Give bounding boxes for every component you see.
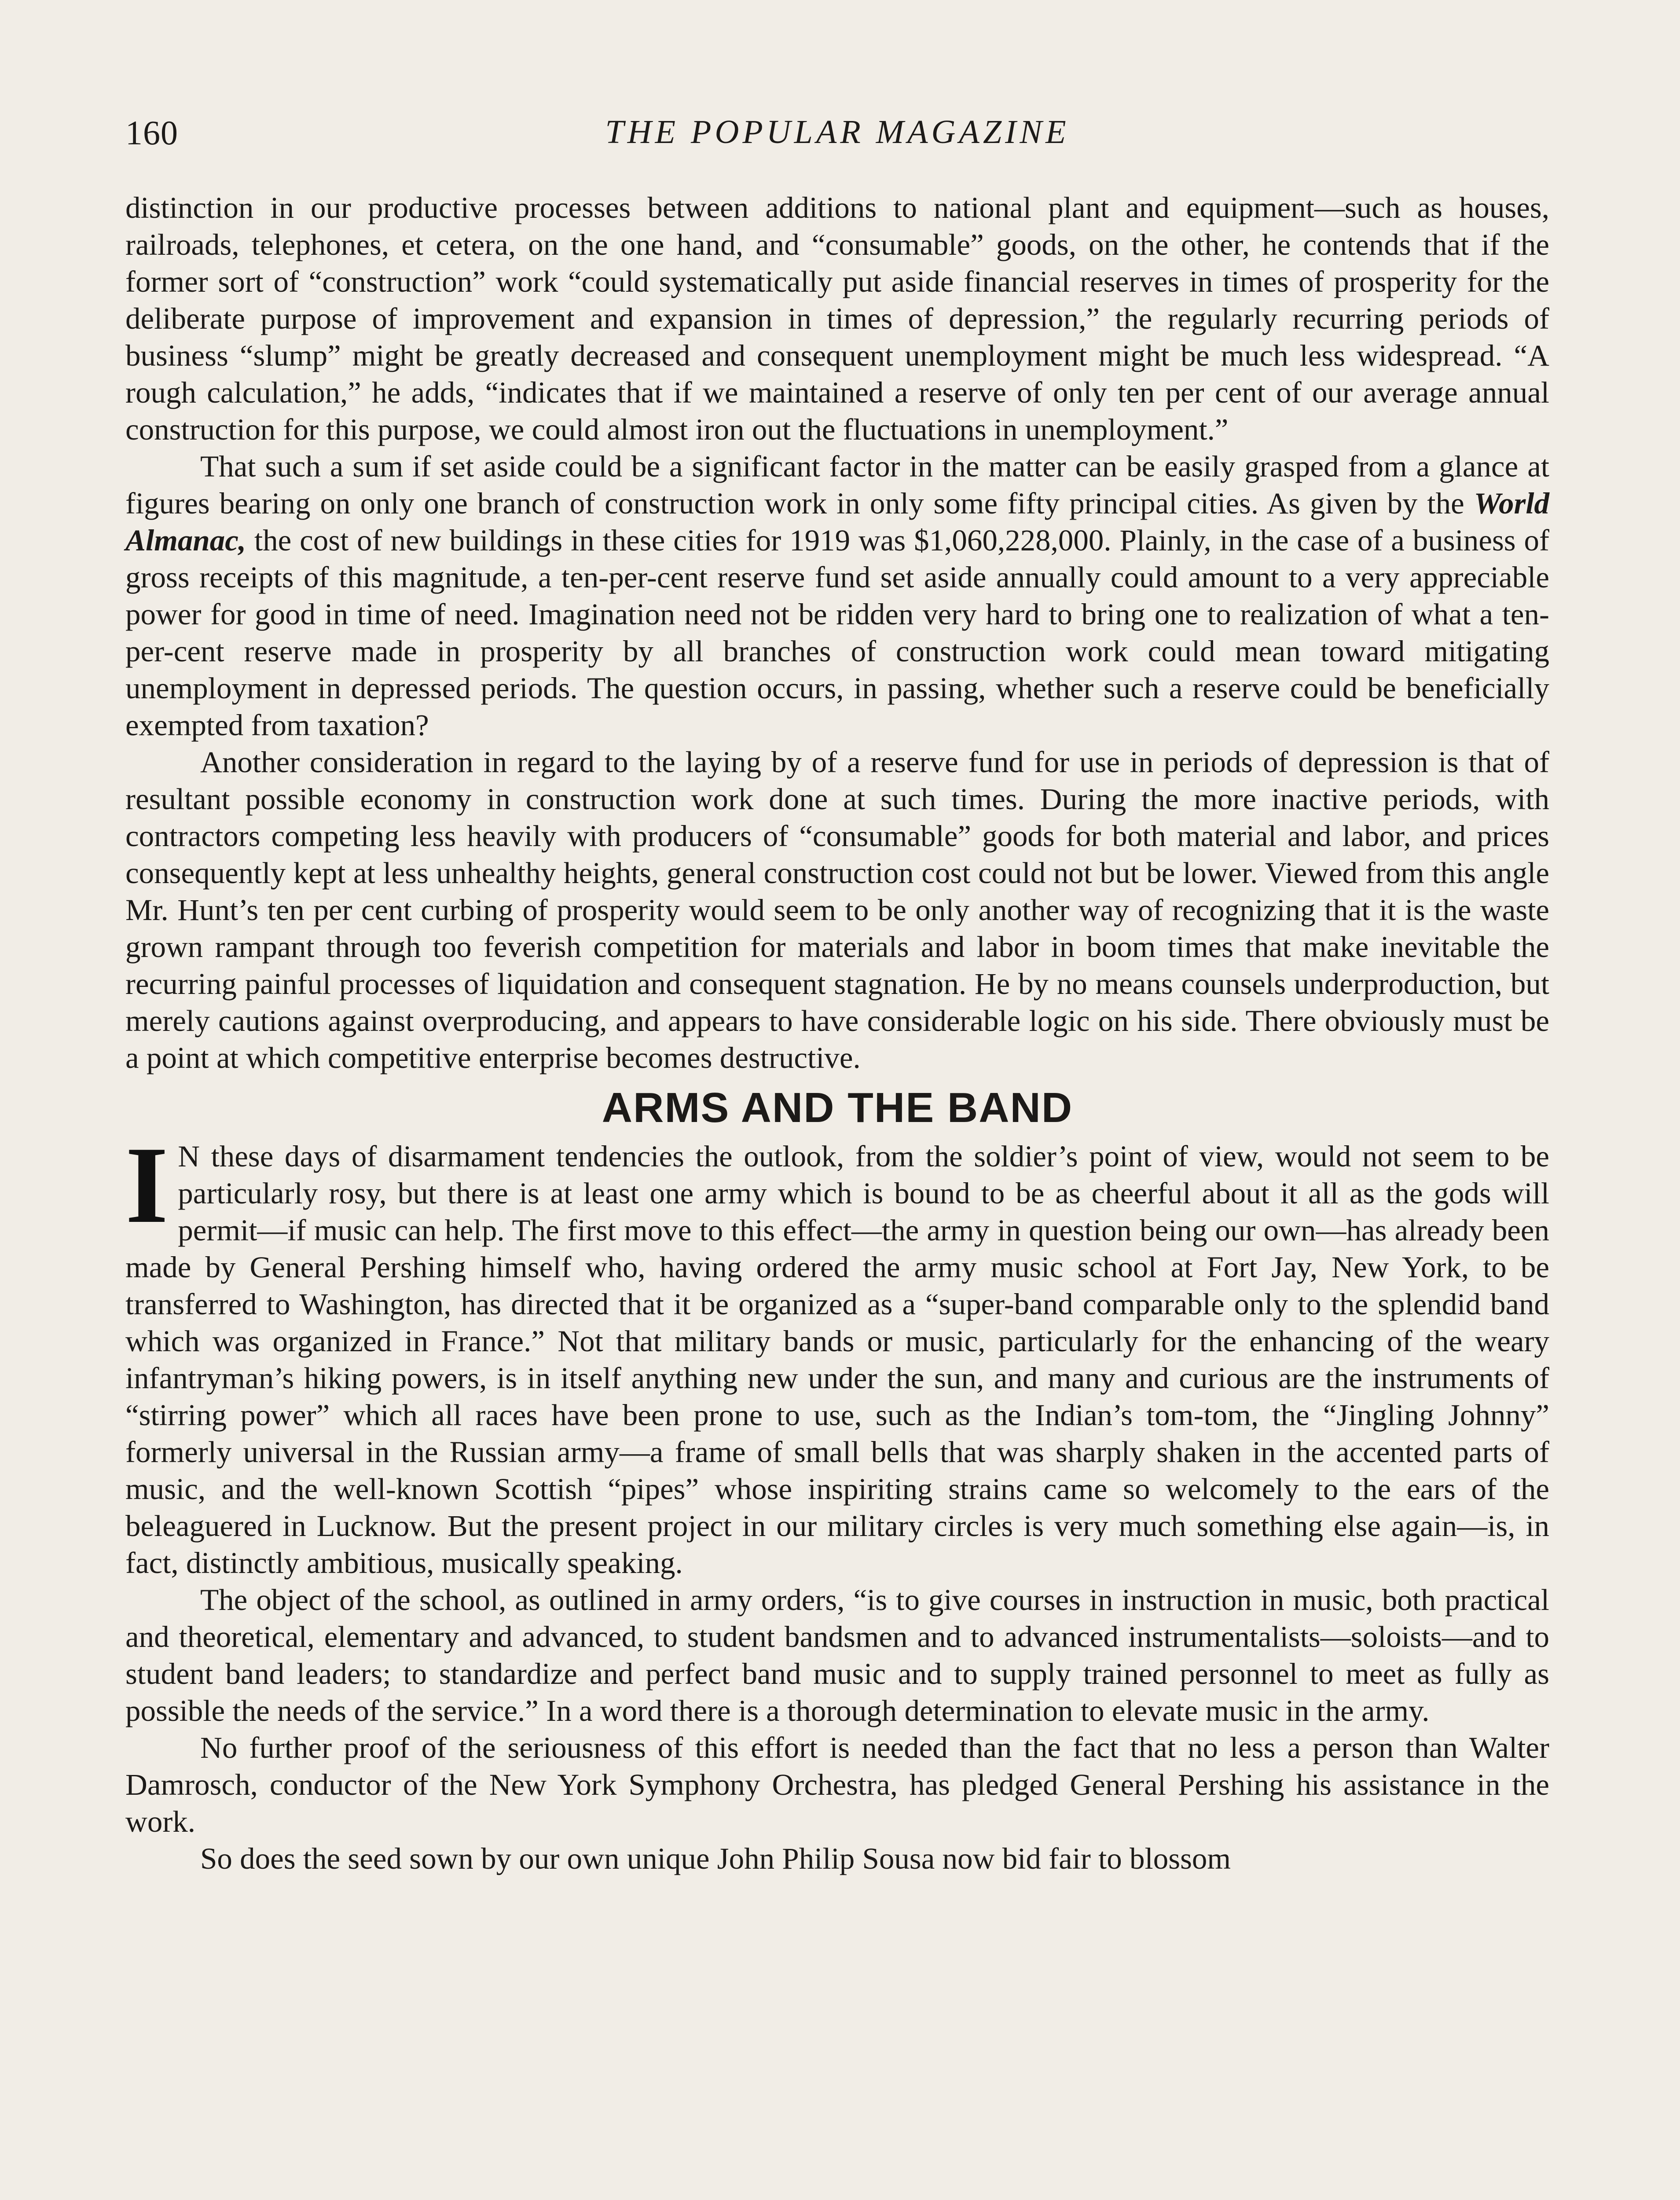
paragraph: distinction in our productive processes between additions to national plant and equipment—such as houses, railroads, telephones, et cetera, on the one hand, and “consumable” goods, on the other, he contends that if the former sort of “construction” work “could systematically put aside financial reserves in times of prosperity for the deliberate purpose of improvement and expansion in times of depression,” the regularly recurring periods of business “slump” might be greatly decreased and consequent unemployment might be much less widespread. “A rough calculation,” he adds, “indicates that if we maintained a reserve of only ten per cent of our average annual construction for this purpose, we could almost iron out the fluctuations in unemployment.” — [125, 191, 1549, 446]
paragraph-text: the cost of new buildings in these cities for 1919 was $1,060,228,000. Plainly, in the case of a business of gross receipts of this magnitude, a ten-per-cent reserve fund set aside annually could amount to a very appreciable power for good in time of need. Imagination need not be ridden very hard to bring one to realization of what a ten-per-cent reserve made in prosperity by all branches of construction work could mean toward mitigating unemployment in depressed periods. The question occurs, in passing, whether such a reserve could be beneficially exempted from taxation? — [125, 524, 1549, 742]
page-number: 160 — [125, 114, 178, 152]
paragraph: Another consideration in regard to the laying by of a reserve fund for use in periods of depression is that of resultant possible economy in construction work done at such times. During the more inactive periods, with contractors competing less heavily with producers of “consumable” goods for both material and labor, and prices consequently kept at less unhealthy heights, general construction cost could not but be lower. Viewed from this angle Mr. Hunt’s ten per cent curbing of prosperity would seem to be only another way of recognizing that it is the waste grown rampant through too feverish competition for materials and labor in boom times that make inevitable the recurring painful processes of liquidation and consequent stagnation. He by no means counsels underproduction, but merely cautions against overproducing, and appears to have considerable logic on his side. There obviously must be a point at which competitive enterprise becomes destructive. — [125, 745, 1549, 1074]
page-header — [125, 103, 1549, 161]
paragraph: The object of the school, as outlined in army orders, “is to give courses in instruction in music, both practical and theoretical, elementary and advanced, to student bandsmen and to advanced instrumentalists—soloists—and to student band leaders; to standardize and perfect band music and to supply trained personnel to meet as fully as possible the needs of the service.” In a word there is a thorough determination to elevate music in the army. — [125, 1583, 1549, 1727]
running-head: THE POPULAR MAGAZINE — [605, 114, 1070, 150]
paragraph: No further proof of the seriousness of this effort is needed than the fact that no less a person than Walter Damrosch, conductor of the New York Symphony Orchestra, has pledged General Pershing his assistance in the work. — [125, 1731, 1549, 1838]
publication-title: World Almanac, — [125, 487, 1549, 557]
drop-cap: I — [125, 1124, 169, 1246]
paragraph-text: N these days of disarmament tendencies the outlook, from the soldier’s point of view, would not seem to be particularly rosy, but there is at least one army which is bound to be as cheerful about it all as the gods will permit—if music can help. The first move to this effect—the army in question being our own—has already been made by General Pershing himself who, having ordered the army music school at Fort Jay, New York, to be transferred to Washington, has directed that it be organized as a “super-band comparable only to the splendid band which was organized in France.” Not that military bands or music, particularly for the enhancing of the weary infantryman’s hiking powers, is in itself anything new under the sun, and many and curious are the instruments of “stirring power” which all races have been prone to use, such as the Indian’s tom-tom, the “Jingling Johnny” formerly universal in the Russian army—a frame of small bells that was sharply shaken in the accented parts of music, and the well-known Scottish “pipes” whose inspiriting strains came so welcomely to the ears of the beleaguered in Lucknow. But the present project in our military circles is very much something else again—is, in fact, distinctly ambitious, musically speaking. — [125, 1140, 1549, 1580]
paragraph: So does the seed sown by our own unique John Philip Sousa now bid fair to blossom — [200, 1842, 1231, 1875]
paragraph — [125, 1124, 1549, 1581]
paragraph — [125, 448, 1549, 744]
section-title: ARMS AND THE BAND — [602, 1084, 1073, 1131]
paragraph-text: That such a sum if set aside could be a significant factor in the matter can be easily grasped from a glance at figures bearing on only one branch of construction work in only some fifty principal cities. As given by the — [125, 450, 1549, 520]
article-body — [125, 189, 1549, 1877]
